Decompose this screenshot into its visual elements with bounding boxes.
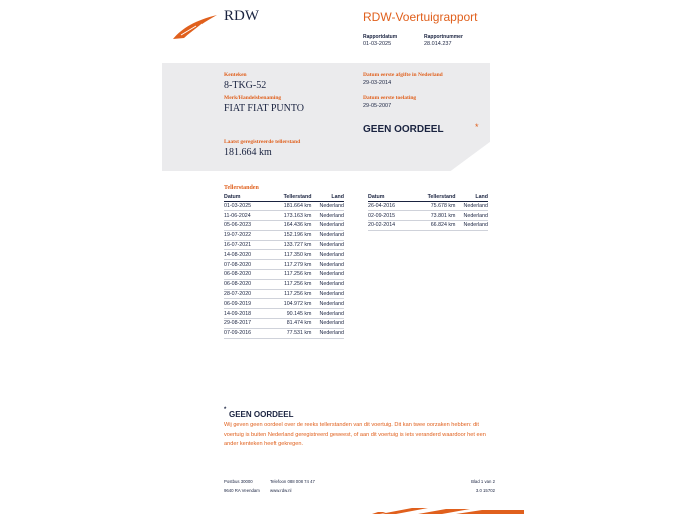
table-header-row bbox=[224, 193, 344, 201]
row-country: Nederland bbox=[311, 289, 344, 299]
row-date: 26-04-2016 bbox=[368, 201, 409, 211]
row-date: 16-07-2021 bbox=[224, 240, 265, 250]
row-date: 01-03-2025 bbox=[224, 201, 265, 211]
footer-page-number: Blad 1 van 2 bbox=[471, 479, 495, 484]
first-admission-label: Datum eerste toelating bbox=[363, 95, 417, 101]
row-odometer: 66.824 km bbox=[409, 221, 456, 231]
row-date: 11-06-2024 bbox=[224, 211, 265, 221]
row-odometer: 81.474 km bbox=[265, 319, 312, 329]
row-country: Nederland bbox=[311, 260, 344, 270]
first-admission-nl-label: Datum eerste afgifte in Nederland bbox=[363, 72, 443, 78]
row-country: Nederland bbox=[311, 211, 344, 221]
row-country: Nederland bbox=[311, 230, 344, 240]
column-header-date: Datum bbox=[224, 193, 265, 201]
odometer-table-right bbox=[368, 193, 488, 231]
table-row bbox=[224, 279, 344, 289]
row-date: 14-08-2020 bbox=[224, 250, 265, 260]
table-row bbox=[224, 328, 344, 338]
report-title: RDW-Voertuigrapport bbox=[363, 10, 478, 24]
table-row bbox=[224, 260, 344, 270]
table-row bbox=[224, 270, 344, 280]
row-date: 06-08-2020 bbox=[224, 270, 265, 280]
row-odometer: 117.256 km bbox=[265, 270, 312, 280]
table-row bbox=[224, 201, 344, 211]
row-odometer: 133.727 km bbox=[265, 240, 312, 250]
verdict-asterisk: * bbox=[475, 122, 479, 132]
table-row bbox=[224, 240, 344, 250]
plate-value: 8-TKG-52 bbox=[224, 80, 267, 91]
report-number-label: Rapportnummer bbox=[424, 34, 463, 40]
row-odometer: 117.350 km bbox=[265, 250, 312, 260]
row-date: 29-08-2017 bbox=[224, 319, 265, 329]
row-odometer: 117.279 km bbox=[265, 260, 312, 270]
row-country: Nederland bbox=[311, 309, 344, 319]
table-row bbox=[224, 289, 344, 299]
footer-po-box: Postbus 30000 bbox=[224, 479, 253, 484]
table-row bbox=[224, 309, 344, 319]
make-value: FIAT FIAT PUNTO bbox=[224, 103, 305, 114]
row-date: 06-09-2019 bbox=[224, 299, 265, 309]
odometer-section-title: Tellerstanden bbox=[224, 185, 259, 191]
note-title: GEEN OORDEEL bbox=[229, 410, 294, 419]
row-odometer: 104.972 km bbox=[265, 299, 312, 309]
row-country: Nederland bbox=[311, 240, 344, 250]
footer-decoration-stripes bbox=[372, 506, 524, 514]
column-header-country: Land bbox=[455, 193, 488, 201]
row-country: Nederland bbox=[455, 201, 488, 211]
table-row bbox=[368, 221, 488, 231]
first-admission-nl-value: 29-03-2014 bbox=[363, 80, 392, 86]
report-date-label: Rapportdatum bbox=[363, 34, 398, 40]
row-date: 07-08-2020 bbox=[224, 260, 265, 270]
note-asterisk: * bbox=[224, 407, 227, 413]
row-odometer: 173.163 km bbox=[265, 211, 312, 221]
footer-website[interactable]: www.rdw.nl bbox=[270, 488, 292, 493]
report-number: 28.014.237 bbox=[424, 41, 452, 47]
first-admission-value: 29-05-2007 bbox=[363, 103, 392, 109]
make-label: Merk/Handelsbenaming bbox=[224, 95, 282, 101]
row-date: 19-07-2022 bbox=[224, 230, 265, 240]
table-header-row bbox=[368, 193, 488, 201]
brand-name: RDW bbox=[224, 8, 259, 24]
odometer-table-left bbox=[224, 193, 344, 339]
row-date: 14-09-2018 bbox=[224, 309, 265, 319]
table-row bbox=[224, 319, 344, 329]
row-date: 20-02-2014 bbox=[368, 221, 409, 231]
plate-label: Kenteken bbox=[224, 72, 247, 78]
table-row bbox=[368, 201, 488, 211]
row-country: Nederland bbox=[311, 328, 344, 338]
row-country: Nederland bbox=[311, 319, 344, 329]
row-odometer: 164.436 km bbox=[265, 221, 312, 231]
row-odometer: 75.678 km bbox=[409, 201, 456, 211]
row-odometer: 73.801 km bbox=[409, 211, 456, 221]
report-date: 01-03-2025 bbox=[363, 41, 392, 47]
row-odometer: 90.145 km bbox=[265, 309, 312, 319]
rdw-logo-icon bbox=[172, 14, 218, 40]
table-row bbox=[368, 211, 488, 221]
note-body: Wij geven geen oordeel over de reeks tellerstanden van dit voertuig. Dit kan twee oorzaken hebben: dit voertuig is buiten Nederland geregistreerd geweest, of aan dit voertuig is iets veranderd waardoor het een ander kenteken heeft gekregen. bbox=[224, 422, 486, 448]
row-date: 06-08-2020 bbox=[224, 279, 265, 289]
table-row bbox=[224, 221, 344, 231]
row-country: Nederland bbox=[311, 250, 344, 260]
column-header-date: Datum bbox=[368, 193, 409, 201]
row-country: Nederland bbox=[311, 201, 344, 211]
vehicle-summary-band bbox=[162, 63, 490, 171]
column-header-odometer: Tellerstand bbox=[409, 193, 456, 201]
row-odometer: 117.256 km bbox=[265, 279, 312, 289]
row-date: 05-06-2023 bbox=[224, 221, 265, 231]
row-country: Nederland bbox=[311, 279, 344, 289]
verdict: GEEN OORDEEL bbox=[363, 124, 444, 135]
row-date: 28-07-2020 bbox=[224, 289, 265, 299]
table-row bbox=[224, 211, 344, 221]
row-odometer: 77.531 km bbox=[265, 328, 312, 338]
row-odometer: 117.256 km bbox=[265, 289, 312, 299]
table-row bbox=[224, 250, 344, 260]
footer-postal-city: 9640 RA Veendam bbox=[224, 488, 260, 493]
row-odometer: 181.664 km bbox=[265, 201, 312, 211]
row-country: Nederland bbox=[455, 221, 488, 231]
footer-phone: Telefoon 088 008 74 47 bbox=[270, 479, 315, 484]
row-country: Nederland bbox=[311, 270, 344, 280]
row-country: Nederland bbox=[311, 299, 344, 309]
column-header-country: Land bbox=[311, 193, 344, 201]
row-date: 07-09-2016 bbox=[224, 328, 265, 338]
row-odometer: 152.196 km bbox=[265, 230, 312, 240]
row-country: Nederland bbox=[455, 211, 488, 221]
column-header-odometer: Tellerstand bbox=[265, 193, 312, 201]
footer-version: 3.0 15702 bbox=[475, 488, 495, 493]
last-odometer-value: 181.664 km bbox=[224, 147, 272, 158]
last-odometer-label: Laatst geregistreerde tellerstand bbox=[224, 139, 301, 145]
table-row bbox=[224, 230, 344, 240]
row-date: 02-09-2015 bbox=[368, 211, 409, 221]
table-row bbox=[224, 299, 344, 309]
row-country: Nederland bbox=[311, 221, 344, 231]
